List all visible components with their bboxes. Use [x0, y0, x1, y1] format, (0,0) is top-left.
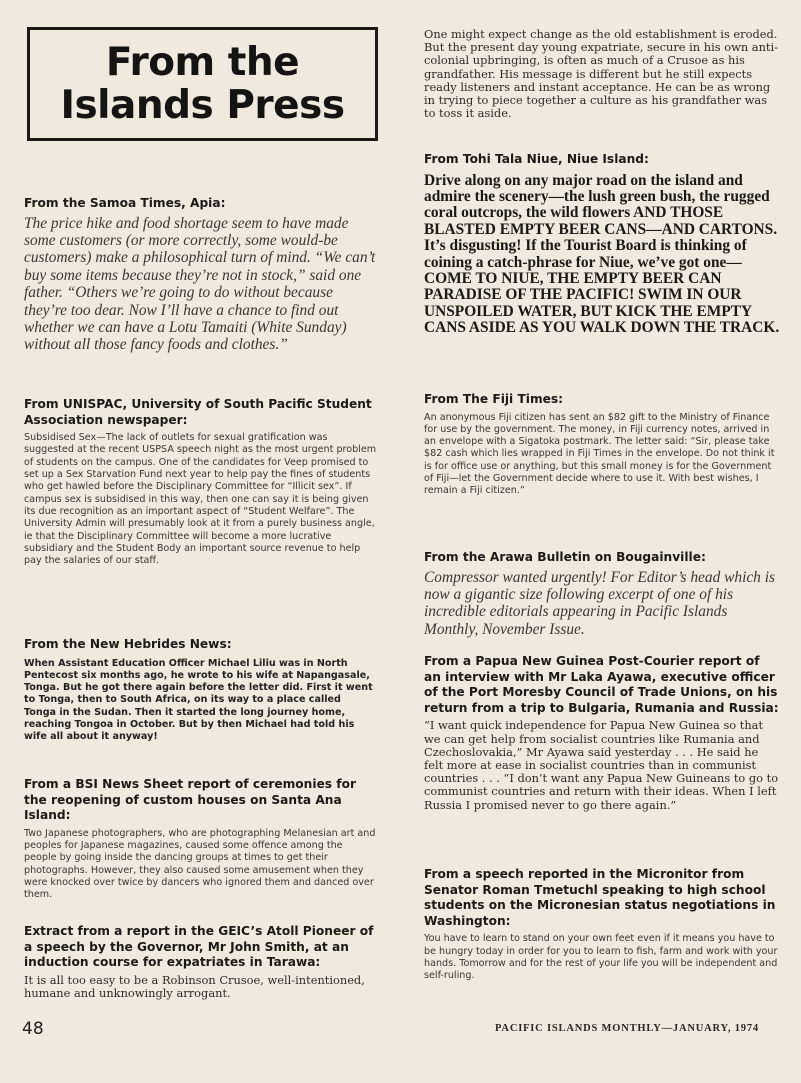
section-heading: From a BSI News Sheet report of ceremonies for the reopening of custom houses on Santa Ana Island:	[24, 777, 356, 823]
section-heading: From the Samoa Times, Apia:	[24, 196, 226, 210]
section-fiji	[424, 392, 780, 498]
section-new-hebrides	[24, 637, 376, 744]
section-niue	[424, 152, 780, 337]
section-geic	[24, 924, 378, 1000]
section-body: An anonymous Fiji citizen has sent an $82 gift to the Ministry of Finance for use by the government. The money, in Fiji currency notes, arrived in an envelope with a Sigatoka postmark. The letter said: “Sir, please take $82 cash which lies wrapped in Fiji Times in the envelope. Do not think it is for office use or anything, but this small money is for the Government of Fiji—let the Government decide where to use it. With best wishes, I remain a Fiji citizen.”	[424, 411, 775, 497]
section-body: It is all too easy to be a Robinson Crusoe, well-intentioned, humane and unknowingly arrogant.	[24, 972, 365, 1000]
section-micronitor	[424, 867, 780, 983]
section-heading: Extract from a report in the GEIC’s Atoll Pioneer of a speech by the Governor, Mr John Smith, at an induction course for expatriates in Tarawa:	[24, 924, 374, 970]
section-body: Drive along on any major road on the island and admire the scenery—the lush green bush, the rugged coral outcrops, the wild flowers AND THOSE BLASTED EMPTY BEER CANS—AND CARTONS. It’s disgusting! If the Tourist Board is thinking of coining a catch-phrase for Niue, we’ve got one—COME TO NIUE, THE EMPTY BEER CAN PARADISE OF THE PACIFIC! SWIM IN OUR UNSPOILED WATER, BUT KICK THE EMPTY CANS ASIDE AS YOU WALK DOWN THE TRACK.	[424, 171, 780, 337]
section-body: One might expect change as the old establishment is eroded. But the present day young expatriate, secure in his own anti-colonial upbringing, is often as much of a Crusoe as his grandfather. His message is different but he still expects ready listeners and instant acceptance. He can be as wrong in trying to piece together a culture as his grandfather was to toss it aside.	[424, 27, 778, 121]
masthead-box	[27, 27, 378, 141]
section-heading: From Tohi Tala Niue, Niue Island:	[424, 152, 649, 166]
page-number: 48	[22, 1019, 44, 1039]
section-heading: From a Papua New Guinea Post-Courier report of an interview with Mr Laka Ayawa, executive officer of the Port Moresby Council of Trade Unions, on his return from a trip to Bulgaria, Rumania and Russia:	[424, 654, 779, 715]
publication-footer: PACIFIC ISLANDS MONTHLY—JANUARY, 1974	[495, 1023, 759, 1034]
section-body: When Assistant Education Officer Michael Liliu was in North Pentecost six months ago, he wrote to his wife at Napangasale, Tonga. But he got there again before the letter did. First it went to Tonga, then to South Africa, on its way to a place called Tonga in the Sudan. Then it started the long journey home, reaching Tongoa in October. But by then Michael had told his wife all about it anyway!	[24, 657, 373, 743]
section-heading: From UNISPAC, University of South Pacific Student Association newspaper:	[24, 397, 372, 427]
masthead-line-1: From the	[105, 40, 300, 85]
section-heading: From the New Hebrides News:	[24, 637, 232, 651]
section-unispac	[24, 397, 378, 567]
section-body: You have to learn to stand on your own feet even if it means you have to be hungry today in order for you to learn to fish, farm and work with your hands. Tomorrow and for the rest of your life you will be independent and self-ruling.	[424, 933, 778, 982]
section-body: Two Japanese photographers, who are photographing Melanesian art and peoples for Japanese magazines, caused some offence among the people by going inside the dancing groups at times to get their photographs. However, they also caused some amusement when they were knocked over twice by dancers who ignored them and danced over them.	[24, 827, 376, 901]
section-samoa	[24, 196, 376, 354]
section-geic-continued	[424, 28, 780, 120]
masthead-line-2: Islands Press	[60, 83, 345, 128]
section-heading: From the Arawa Bulletin on Bougainville:	[424, 550, 706, 564]
section-papua-new-guinea	[424, 654, 780, 812]
section-heading: From The Fiji Times:	[424, 392, 564, 406]
section-body: The price hike and food shortage seem to have made some customers (or more correctly, some would-be customers) make a philosophical turn of mind. “We can’t buy some items because they’re not in stock,” said one father. “Others we’re going to do without because they’re too dear. Now I’ll have a chance to find out whether we can have a Lotu Tamaiti (White Sunday) without all those fancy foods and clothes.”	[24, 214, 376, 354]
section-arawa	[424, 550, 780, 638]
section-body: Subsidised Sex—The lack of outlets for sexual gratification was suggested at the recent USPSA speech night as the most urgent problem of students on the campus. One of the candidates for Veep promised to set up a Sex Starvation Fund next year to help pay the fines of students who get hawled before the Disciplinary Committee for “Illicit sex”. If campus sex is subsidised in this way, then one can say it is being given its due recognition as an important aspect of “Student Welfare”. The University Admin will presumably look at it from a purely business angle, ie that the Disciplinary Committee will become a more lucrative subsidiary and the Student Body an important source revenue to help pay the salaries of our staff.	[24, 432, 377, 567]
section-body: Compressor wanted urgently! For Editor’s head which is now a gigantic size following excerpt of one of his incredible editorials appearing in Pacific Islands Monthly, November Issue.	[424, 568, 775, 638]
section-bsi	[24, 777, 378, 902]
section-heading: From a speech reported in the Micronitor from Senator Roman Tmetuchl speaking to high school students on the Micronesian status negotiations in Washington:	[424, 867, 776, 928]
section-body: “I want quick independence for Papua New Guinea so that we can get help from socialist countries like Rumania and Czechoslovakia,” Mr Ayawa said yesterday . . . He said he felt more at ease in socialist countries than in communist countries . . . “I don’t want any Papua New Guineans to go to communist countries and return with their ideas. When I left Russia I promised never to go there again.”	[424, 718, 779, 812]
